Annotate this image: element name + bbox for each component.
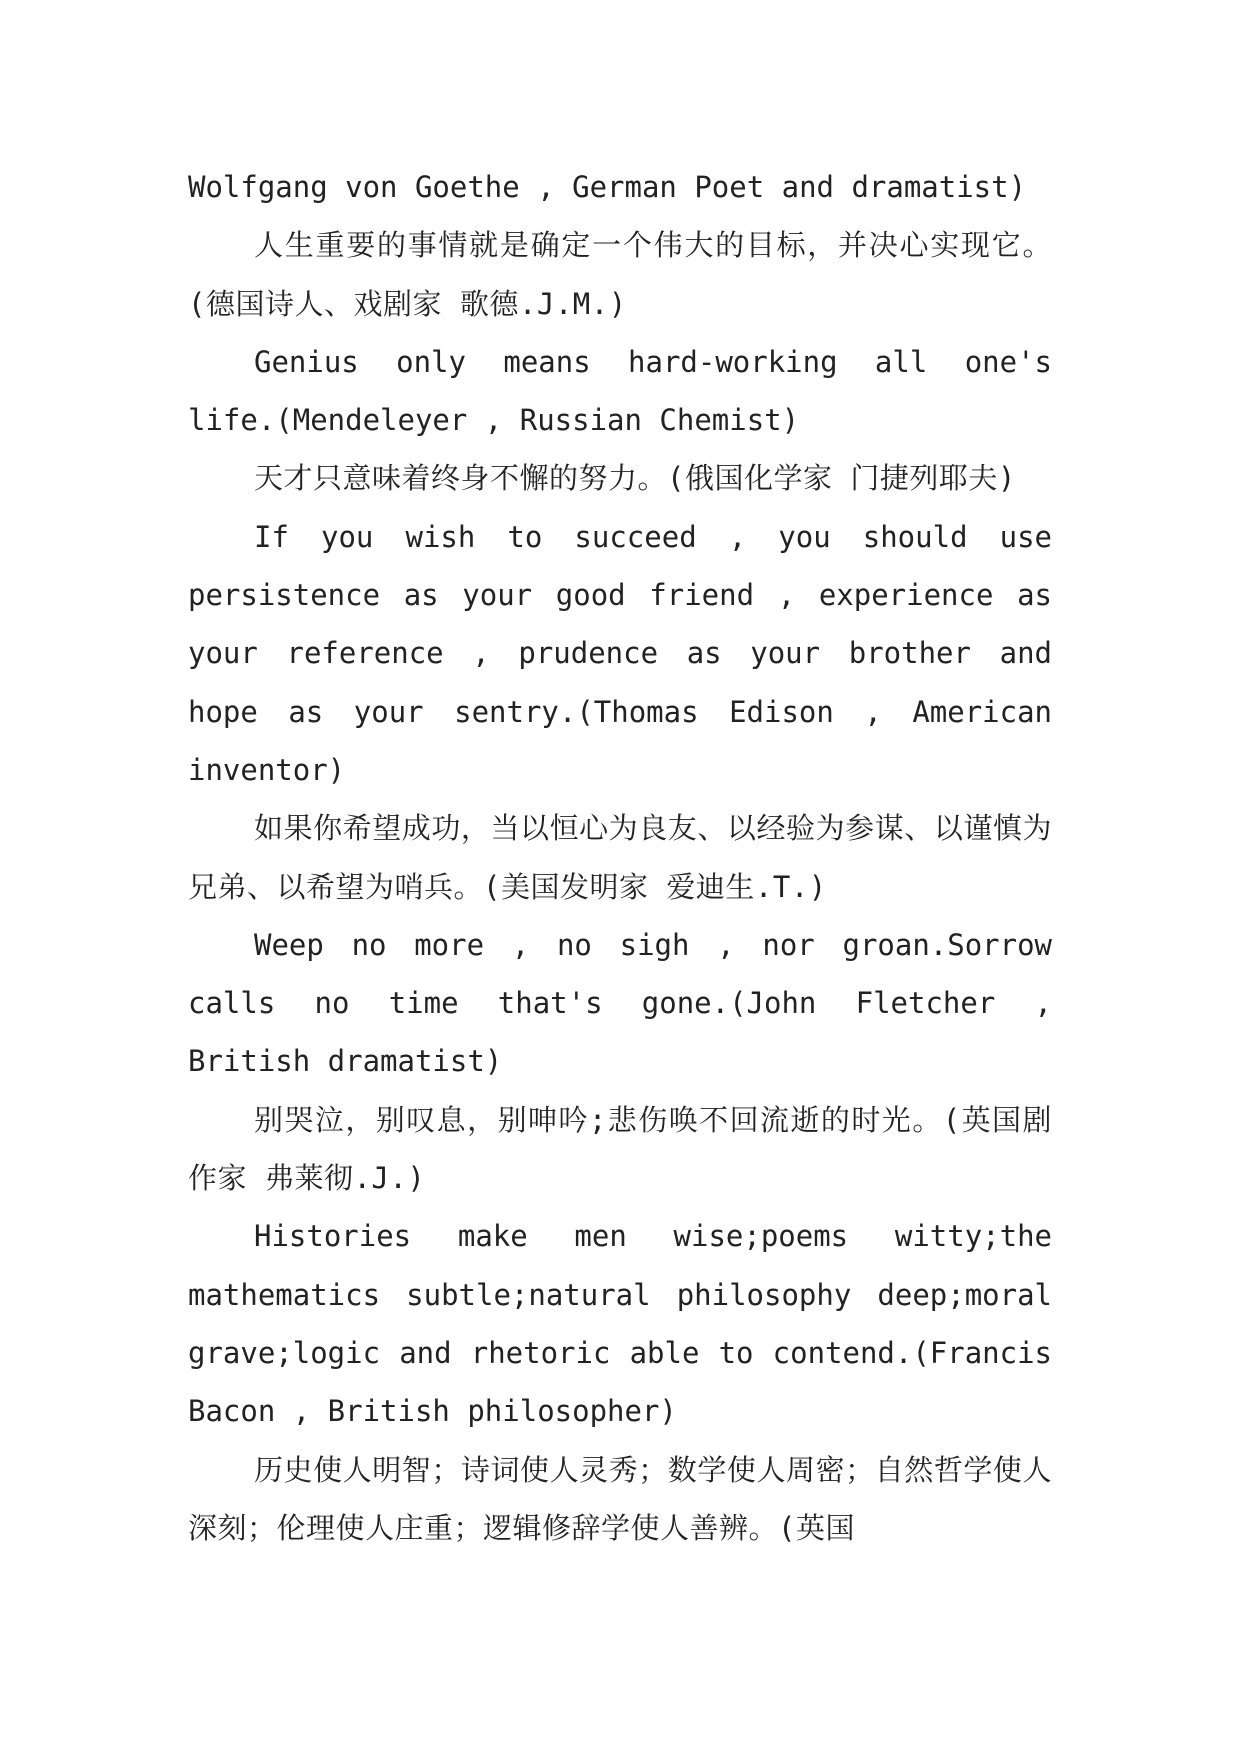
paragraph-fletcher-quote-en: Weep no more , no sigh , nor groan.Sorrow calls no time that's gone.(John Fletcher , British dramatist) (188, 927, 1052, 1079)
paragraph-fletcher-quote-zh: 别哭泣，别叹息，别呻吟;悲伤唤不回流逝的时光。(英国剧作家 弗莱彻.J.) (188, 1102, 1052, 1196)
document-body (188, 158, 1052, 1557)
paragraph-goethe-attribution-en: Wolfgang von Goethe , German Poet and dramatist) (188, 170, 1027, 204)
paragraph-mendeleyer-quote-en: Genius only means hard-working all one's life.(Mendeleyer , Russian Chemist) (188, 344, 1052, 438)
paragraph-bacon-quote-zh: 历史使人明智；诗词使人灵秀；数学使人周密；自然哲学使人深刻；伦理使人庄重；逻辑修辞学使人善辨。(英国 (188, 1452, 1052, 1545)
paragraph-goethe-quote-zh: 人生重要的事情就是确定一个伟大的目标，并决心实现它。(德国诗人、戏剧家 歌德.J.M.) (188, 228, 1052, 321)
paragraph-edison-quote-en: If you wish to succeed , you should use persistence as your good friend , experience as your reference , prudence as your brother and hope as your sentry.(Thomas Edison , American inventor) (188, 519, 1052, 787)
paragraph-mendeleyer-quote-zh: 天才只意味着终身不懈的努力。(俄国化学家 门捷列耶夫) (254, 461, 1016, 496)
paragraph-bacon-quote-en: Histories make men wise;poems witty;the mathematics subtle;natural philosophy deep;moral grave;logic and rhetoric able to contend.(Francis Bacon , British philosopher) (188, 1219, 1052, 1429)
paragraph-edison-quote-zh: 如果你希望成功，当以恒心为良友、以经验为参谋、以谨慎为兄弟、以希望为哨兵。(美国发明家 爱迪生.T.) (188, 811, 1052, 904)
